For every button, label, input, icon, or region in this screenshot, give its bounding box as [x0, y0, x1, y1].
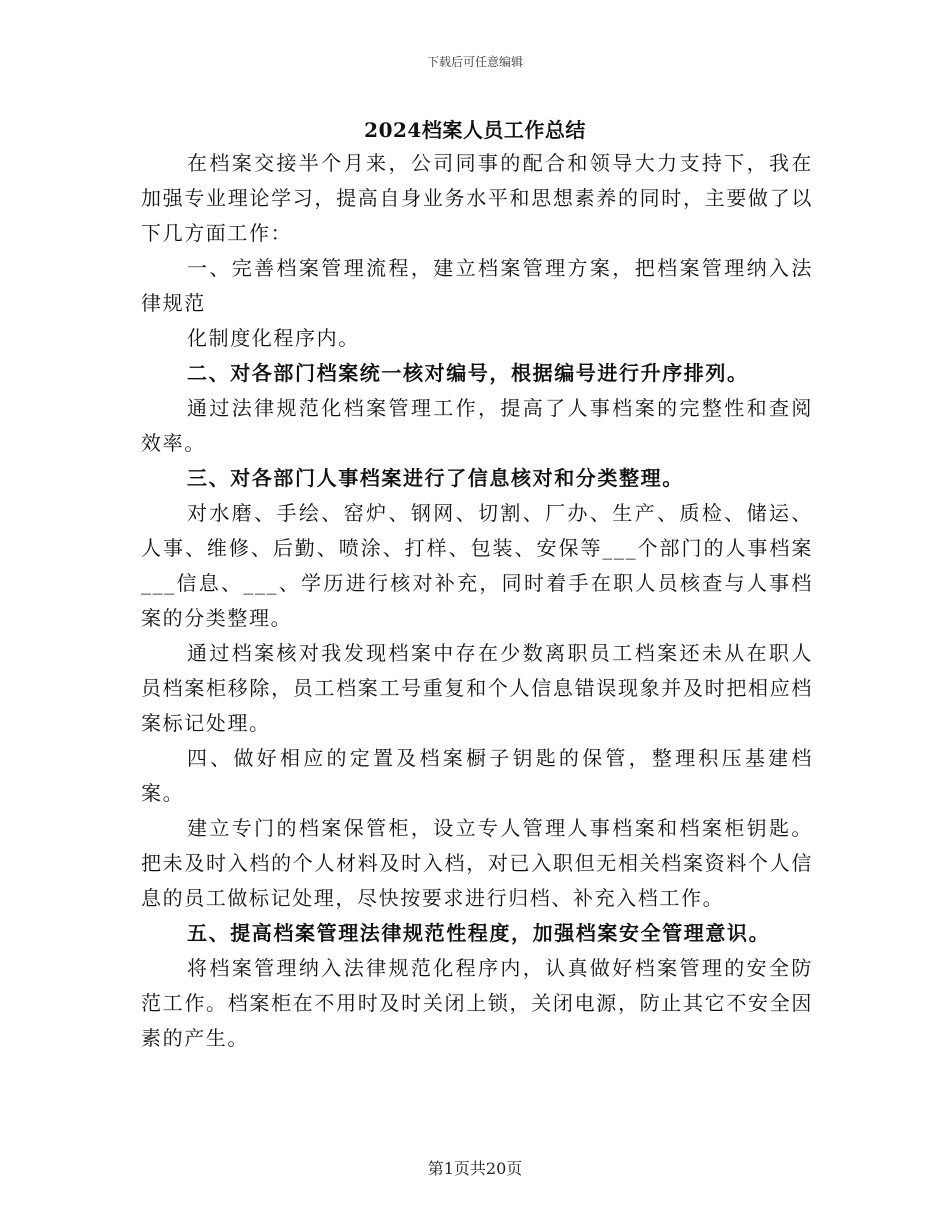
page-footer: 第1页共20页 [427, 1159, 523, 1178]
paragraph-section-5-body: 将档案管理纳入法律规范化程序内，认真做好档案管理的安全防范工作。档案柜在不用时及时关闭上锁，关闭电源，防止其它不安全因素的产生。 [141, 956, 813, 1050]
paragraph-section-2-heading: 二、对各部门档案统一核对编号，根据编号进行升序排列。 [187, 361, 749, 385]
paragraph-section-4-heading: 四、做好相应的定置及档案橱子钥匙的保管，整理积压基建档案。 [141, 746, 813, 805]
paragraph-section-3-heading: 三、对各部门人事档案进行了信息核对和分类整理。 [187, 466, 684, 490]
paragraph-section-2-body: 通过法律规范化档案管理工作，提高了人事档案的完整性和查阅效率。 [141, 396, 813, 455]
paragraph-section-3-body-1: 对水磨、手绘、窑炉、钢网、切割、厂办、生产、质检、储运、人事、维修、后勤、喷涂、打样、包装、安保等___个部门的人事档案___信息、___、学历进行核对补充，同时着手在职人员核查与人事档案的分类整理。 [141, 501, 813, 630]
document-body [141, 146, 813, 1056]
paragraph-section-4-body: 建立专门的档案保管柜，设立专人管理人事档案和档案柜钥匙。把未及时入档的个人材料及时入档，对已入职但无相关档案资料个人信息的员工做标记处理，尽快按要求进行归档、补充入档工作。 [141, 816, 813, 910]
document-title: 2024档案人员工作总结 [364, 118, 586, 142]
paragraph-section-3-body-2: 通过档案核对我发现档案中存在少数离职员工档案还未从在职人员档案柜移除，员工档案工号重复和个人信息错误现象并及时把相应档案标记处理。 [141, 641, 813, 735]
paragraph-section-1-continuation: 化制度化程序内。 [187, 326, 360, 350]
paragraph-section-5-heading: 五、提高档案管理法律规范性程度，加强档案安全管理意识。 [187, 921, 771, 945]
header-note: 下载后可任意编辑 [426, 55, 523, 69]
paragraph-section-1-heading: 一、完善档案管理流程，建立档案管理方案，把档案管理纳入法律规范 [141, 256, 813, 315]
paragraph-intro: 在档案交接半个月来，公司同事的配合和领导大力支持下，我在加强专业理论学习，提高自身业务水平和思想素养的同时，主要做了以下几方面工作： [141, 151, 813, 245]
